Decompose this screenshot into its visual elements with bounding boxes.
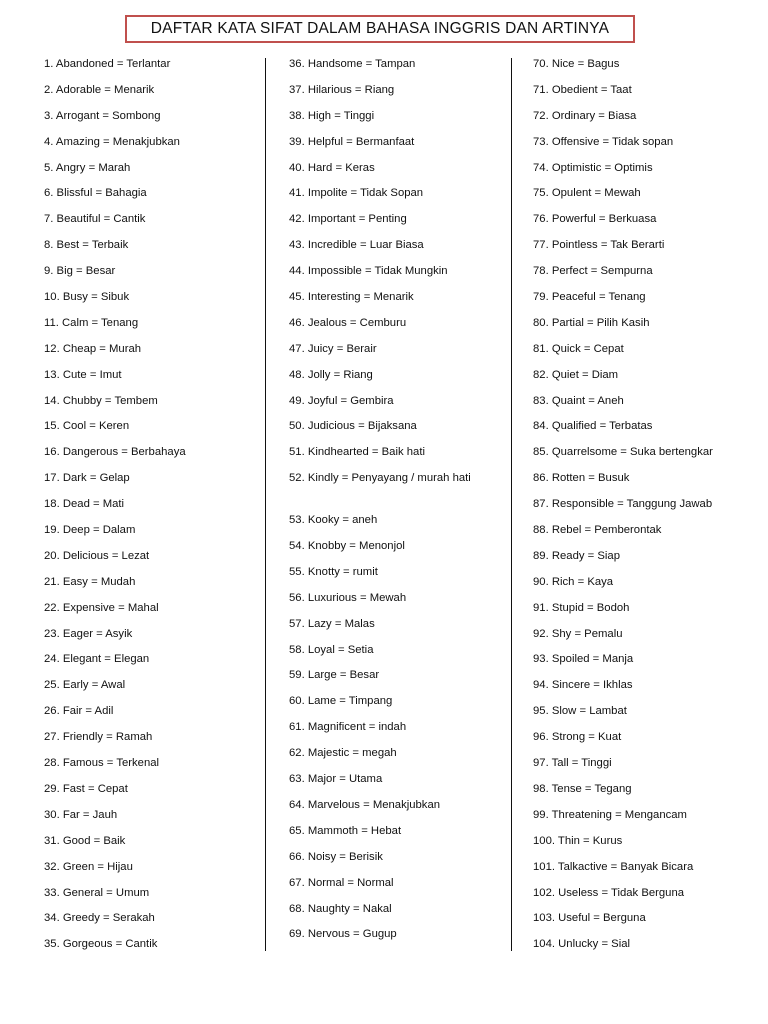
- word-entry: 33. General = Umum: [44, 886, 150, 899]
- word-entry: 28. Famous = Terkenal: [44, 757, 160, 770]
- word-entry: 27. Friendly = Ramah: [44, 731, 153, 744]
- word-entry: 7. Beautiful = Cantik: [44, 213, 146, 226]
- word-entry: 102. Useless = Tidak Berguna: [533, 886, 685, 899]
- word-entry: 12. Cheap = Murah: [44, 342, 142, 355]
- word-entry: 17. Dark = Gelap: [44, 472, 130, 485]
- column-divider: [265, 58, 266, 951]
- word-entry: 53. Kooky = aneh: [289, 514, 378, 527]
- word-entry: 20. Delicious = Lezat: [44, 549, 150, 562]
- word-entry: 16. Dangerous = Berbahaya: [44, 446, 186, 459]
- word-entry: 29. Fast = Cepat: [44, 782, 128, 795]
- word-entry: 47. Juicy = Berair: [289, 342, 377, 355]
- word-entry: 104. Unlucky = Sial: [533, 938, 631, 951]
- word-entry: 19. Deep = Dalam: [44, 524, 136, 537]
- word-entry: 73. Offensive = Tidak sopan: [533, 135, 674, 148]
- word-entry: 6. Blissful = Bahagia: [44, 187, 147, 200]
- word-entry: 87. Responsible = Tanggung Jawab: [533, 498, 713, 511]
- word-entry: 56. Luxurious = Mewah: [289, 591, 407, 604]
- word-entry: 37. Hilarious = Riang: [289, 83, 395, 96]
- word-entry: 43. Incredible = Luar Biasa: [289, 239, 424, 252]
- word-entry: 21. Easy = Mudah: [44, 575, 136, 588]
- word-entry: 18. Dead = Mati: [44, 498, 125, 511]
- word-entry: 83. Quaint = Aneh: [533, 394, 624, 407]
- word-entry: 103. Useful = Berguna: [533, 912, 646, 925]
- word-entry: 32. Green = Hijau: [44, 860, 133, 873]
- word-entry: 62. Majestic = megah: [289, 747, 397, 760]
- word-entry: 2. Adorable = Menarik: [44, 83, 155, 96]
- word-entry: 41. Impolite = Tidak Sopan: [289, 187, 424, 200]
- word-entry: 81. Quick = Cepat: [533, 342, 624, 355]
- word-entry: 8. Best = Terbaik: [44, 239, 129, 252]
- word-entry: 89. Ready = Siap: [533, 549, 620, 562]
- word-entry: 91. Stupid = Bodoh: [533, 601, 630, 614]
- word-entry: 80. Partial = Pilih Kasih: [533, 316, 650, 329]
- word-entry: 46. Jealous = Cemburu: [289, 316, 407, 329]
- word-entry: 52. Kindly = Penyayang / murah hati: [289, 472, 471, 485]
- word-list-column-2: [289, 55, 489, 951]
- word-entry: 77. Pointless = Tak Berarti: [533, 239, 665, 252]
- word-entry: 14. Chubby = Tembem: [44, 394, 158, 407]
- word-entry: 100. Thin = Kurus: [533, 834, 623, 847]
- word-entry: 70. Nice = Bagus: [533, 58, 620, 70]
- word-entry: 39. Helpful = Bermanfaat: [289, 135, 415, 148]
- word-entry: 40. Hard = Keras: [289, 161, 375, 174]
- word-entry: 92. Shy = Pemalu: [533, 627, 623, 640]
- word-entry: 93. Spoiled = Manja: [533, 653, 634, 666]
- word-entry: 98. Tense = Tegang: [533, 782, 632, 795]
- word-entry: 60. Lame = Timpang: [289, 695, 393, 708]
- word-entry: 79. Peaceful = Tenang: [533, 291, 646, 304]
- word-entry: 13. Cute = Imut: [44, 368, 122, 381]
- word-entry: 38. High = Tinggi: [289, 109, 375, 122]
- word-entry: 90. Rich = Kaya: [533, 575, 614, 588]
- word-entry: 86. Rotten = Busuk: [533, 472, 630, 485]
- word-entry: 67. Normal = Normal: [289, 876, 394, 889]
- word-entry: 82. Quiet = Diam: [533, 368, 619, 381]
- word-entry: 31. Good = Baik: [44, 834, 126, 847]
- word-entry: 45. Interesting = Menarik: [289, 291, 414, 304]
- word-entry: 78. Perfect = Sempurna: [533, 265, 653, 278]
- word-entry: 9. Big = Besar: [44, 265, 116, 278]
- page-title: DAFTAR KATA SIFAT DALAM BAHASA INGGRIS DAN ARTINYA: [125, 15, 635, 43]
- word-entry: 23. Eager = Asyik: [44, 627, 133, 640]
- word-entry: 26. Fair = Adil: [44, 705, 114, 718]
- word-entry: 51. Kindhearted = Baik hati: [289, 446, 425, 459]
- word-entry: 3. Arrogant = Sombong: [44, 109, 161, 122]
- word-entry: 99. Threatening = Mengancam: [533, 808, 687, 821]
- word-entry: 11. Calm = Tenang: [44, 316, 139, 329]
- word-entry: 63. Major = Utama: [289, 773, 383, 786]
- word-entry: 22. Expensive = Mahal: [44, 601, 159, 614]
- word-entry: 1. Abandoned = Terlantar: [44, 58, 171, 70]
- column-divider: [511, 58, 512, 951]
- word-entry: 88. Rebel = Pemberontak: [533, 524, 662, 537]
- word-entry: 72. Ordinary = Biasa: [533, 109, 637, 122]
- word-entry: 85. Quarrelsome = Suka bertengkar: [533, 446, 713, 459]
- word-entry: 15. Cool = Keren: [44, 420, 130, 433]
- word-entry: 59. Large = Besar: [289, 669, 380, 682]
- word-entry: 101. Talkactive = Banyak Bicara: [533, 860, 694, 873]
- word-entry: 76. Powerful = Berkuasa: [533, 213, 657, 226]
- word-entry: 10. Busy = Sibuk: [44, 291, 130, 304]
- word-entry: 30. Far = Jauh: [44, 808, 118, 821]
- word-entry: 94. Sincere = Ikhlas: [533, 679, 633, 692]
- word-entry: 84. Qualified = Terbatas: [533, 420, 653, 433]
- word-entry: 96. Strong = Kuat: [533, 731, 622, 744]
- word-entry: 36. Handsome = Tampan: [289, 58, 416, 70]
- word-entry: 54. Knobby = Menonjol: [289, 540, 405, 553]
- word-entry: 69. Nervous = Gugup: [289, 928, 397, 941]
- word-entry: 35. Gorgeous = Cantik: [44, 938, 158, 951]
- word-entry: 48. Jolly = Riang: [289, 368, 373, 381]
- word-list-column-3: [533, 55, 758, 961]
- word-entry: 97. Tall = Tinggi: [533, 757, 612, 770]
- word-entry: 4. Amazing = Menakjubkan: [44, 135, 180, 148]
- word-entry: 55. Knotty = rumit: [289, 565, 378, 578]
- word-entry: 49. Joyful = Gembira: [289, 394, 394, 407]
- word-entry: 71. Obedient = Taat: [533, 83, 632, 96]
- word-entry: 44. Impossible = Tidak Mungkin: [289, 265, 448, 278]
- word-entry: 24. Elegant = Elegan: [44, 653, 150, 666]
- word-entry: 61. Magnificent = indah: [289, 721, 407, 734]
- word-entry: 25. Early = Awal: [44, 679, 126, 692]
- word-entry: 65. Mammoth = Hebat: [289, 824, 402, 837]
- word-entry: 57. Lazy = Malas: [289, 617, 375, 630]
- word-list-column-1: [44, 55, 259, 961]
- word-entry: 64. Marvelous = Menakjubkan: [289, 798, 441, 811]
- word-entry: 5. Angry = Marah: [44, 161, 131, 174]
- word-entry: 66. Noisy = Berisik: [289, 850, 383, 863]
- word-entry: 68. Naughty = Nakal: [289, 902, 392, 915]
- word-entry: 34. Greedy = Serakah: [44, 912, 155, 925]
- word-entry: 74. Optimistic = Optimis: [533, 161, 653, 174]
- word-entry: 95. Slow = Lambat: [533, 705, 627, 718]
- word-entry: 75. Opulent = Mewah: [533, 187, 641, 200]
- word-entry: 58. Loyal = Setia: [289, 643, 374, 656]
- word-entry: 50. Judicious = Bijaksana: [289, 420, 417, 433]
- word-entry: 42. Important = Penting: [289, 213, 407, 226]
